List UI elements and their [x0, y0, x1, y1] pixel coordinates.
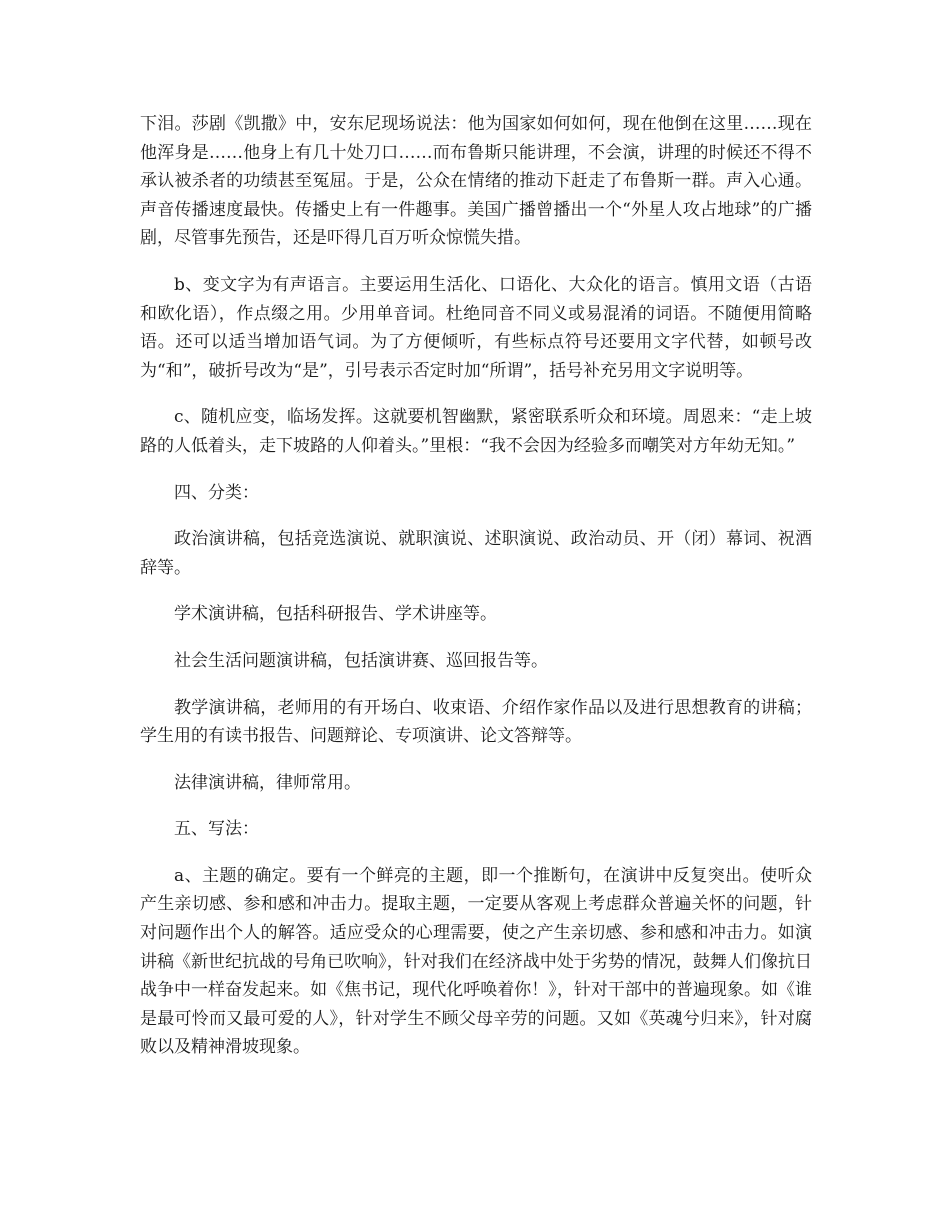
paragraph-teaching-speech: 教学演讲稿，老师用的有开场白、收束语、介绍作家作品以及进行思想教育的讲稿；学生用的有读书报告、问题辩论、专项演讲、论文答辩等。 — [140, 697, 812, 747]
paragraph-legal-speech: 法律演讲稿，律师常用。 — [174, 772, 361, 793]
paragraph-c-improvisation: c、随机应变，临场发挥。这就要机智幽默，紧密联系听众和环境。周恩来：“走上坡路的人低着头，走下坡路的人仰着头。”里根：“我不会因为经验多而嘲笑对方年幼无知。” — [140, 407, 812, 456]
paragraph-social-speech: 社会生活问题演讲稿，包括演讲赛、巡回报告等。 — [174, 650, 548, 671]
paragraph-b-spoken-language: b、变文字为有声语言。主要运用生活化、口语化、大众化的语言。慎用文语（古语和欧化语），作点缀之用。少用单音词。杜绝同音不同义或易混淆的词语。不随便用简略语。还可以适当增加语气词。为了方便倾听，有些标点符号还要用文字代替，如顿号改为“和”，破折号改为“是”，引号表示否定时加“所谓”，括号补充另用文字说明等。 — [140, 274, 812, 381]
paragraph-political-speech: 政治演讲稿，包括竞选演说、就职演说、述职演说、政治动员、开（闭）幕词、祝酒辞等。 — [140, 529, 812, 578]
section-heading-writing: 五、写法： — [174, 819, 259, 840]
paragraph-a-theme: a、主题的确定。要有一个鲜亮的主题，即一个推断句，在演讲中反复突出。使听众产生亲切感、参和感和冲击力。提取主题，一定要从客观上考虑群众普遍关怀的问题，针对问题作出个人的解答。适应受众的心理需要，使之产生亲切感、参和感和冲击力。如演讲稿《新世纪抗战的号角已吹响》，针对我们在经济战中处于劣势的情况，鼓舞人们像抗日战争中一样奋发起来。如《焦书记，现代化呼唤着你！》，针对干部中的普遍现象。如《谁是最可怜而又最可爱的人》，针对学生不顾父母辛劳的问题。又如《英魂兮归来》，针对腐败以及精神滑坡现象。 — [140, 865, 812, 1058]
document-body — [140, 110, 812, 1080]
section-heading-classification: 四、分类： — [174, 482, 259, 503]
paragraph-continuation: 下泪。莎剧《凯撒》中，安东尼现场说法：他为国家如何如何，现在他倒在这里……现在他浑身是……他身上有几十处刀口……而布鲁斯只能讲理，不会演，讲理的时候还不得不承认被杀者的功绩甚至冤屈。于是，公众在情绪的推动下赶走了布鲁斯一群。声入心通。声音传播速度最快。传播史上有一件趣事。美国广播曾播出一个“外星人攻占地球”的广播剧，尽管事先预告，还是吓得几百万听众惊慌失措。 — [140, 114, 812, 249]
paragraph-academic-speech: 学术演讲稿，包括科研报告、学术讲座等。 — [174, 604, 497, 625]
